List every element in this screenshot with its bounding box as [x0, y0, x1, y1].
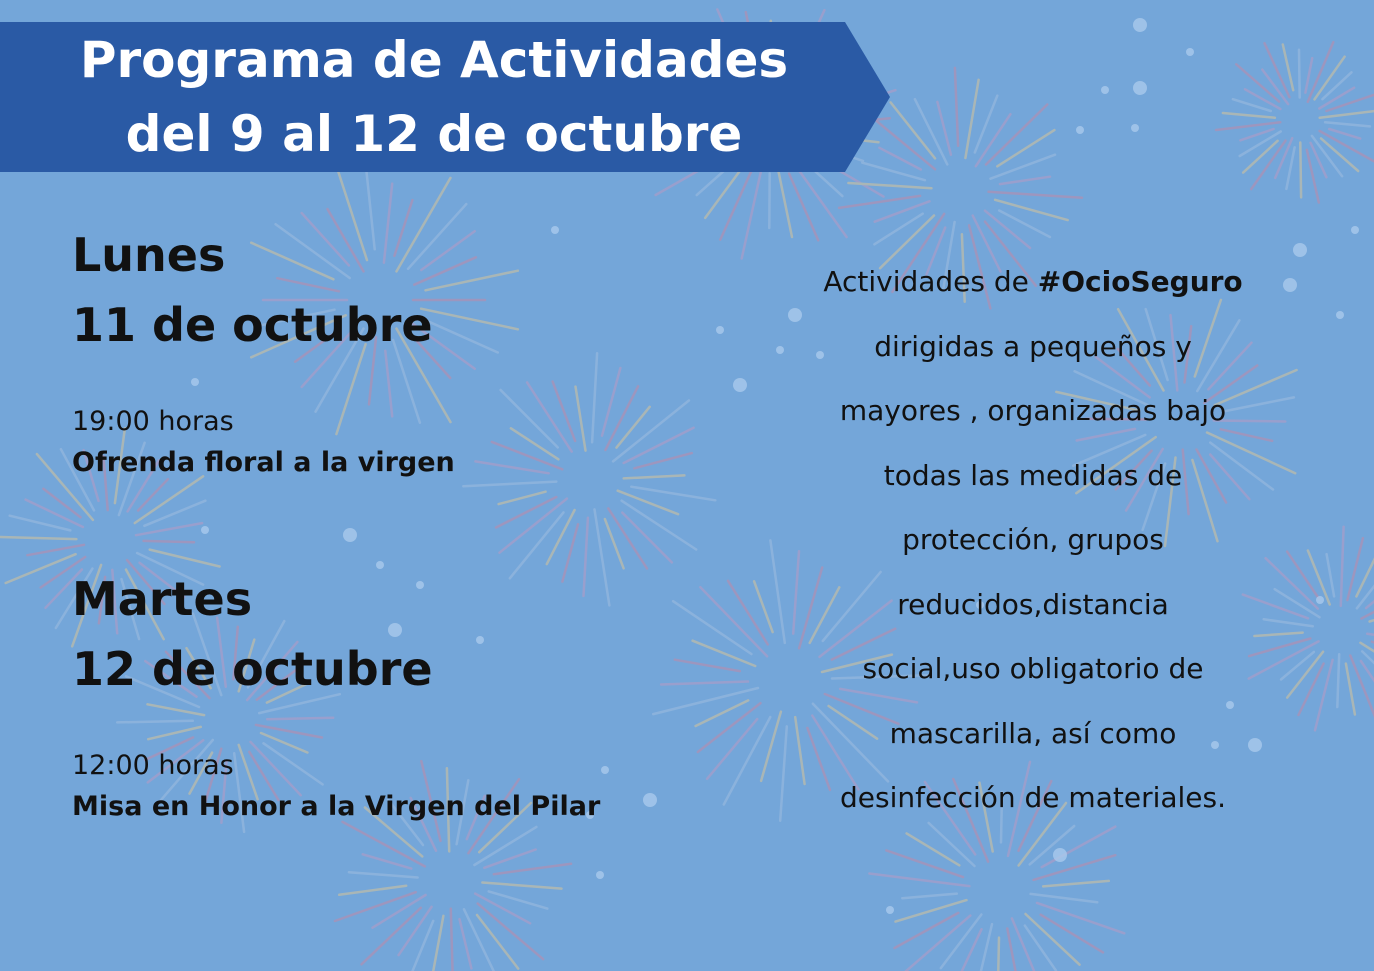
star-dot [776, 346, 784, 354]
firework-ray [1041, 915, 1103, 953]
event-monday [72, 401, 455, 483]
star-dot [201, 526, 209, 534]
event-tuesday [72, 745, 600, 827]
firework-ray [1012, 918, 1051, 971]
firework-ray [421, 309, 518, 330]
event-name: Ofrenda floral a la virgen [72, 447, 455, 478]
firework-ray [1264, 619, 1313, 626]
star-dot [1076, 126, 1084, 134]
firework-ray [592, 353, 597, 442]
star-dot [1131, 124, 1139, 132]
star-dot [343, 528, 357, 542]
star-dot [191, 378, 199, 386]
firework-ray [499, 492, 546, 504]
firework-ray [770, 540, 784, 643]
firework-ray [1329, 129, 1360, 139]
firework-ray [975, 96, 998, 153]
firework-ray [482, 883, 561, 889]
firework-ray [761, 712, 781, 781]
weekday-label: Lunes [72, 228, 226, 282]
firework-ray [1315, 660, 1333, 730]
firework-ray [1223, 113, 1275, 118]
event-name: Misa en Honor a la Virgen del Pilar [72, 791, 601, 822]
firework-ray [705, 168, 742, 218]
star-dot [1316, 596, 1324, 604]
firework-ray [997, 130, 1054, 166]
firework-ray [1322, 72, 1351, 99]
firework-ray [6, 554, 76, 583]
firework-ray [411, 921, 433, 971]
date-label: 12 de octubre [72, 642, 433, 696]
star-dot [1133, 81, 1147, 95]
firework-ray [896, 900, 967, 922]
star-dot [716, 326, 724, 334]
firework-ray [624, 475, 685, 478]
star-dot [1053, 848, 1067, 862]
firework-ray [675, 660, 740, 671]
firework-ray [700, 587, 767, 656]
firework-ray [1305, 58, 1312, 92]
description-line: dirigidas a pequeños y [874, 329, 1192, 363]
firework-ray [991, 155, 1056, 179]
firework-ray [349, 872, 418, 877]
star-dot [476, 636, 484, 644]
firework-ray [138, 479, 168, 510]
firework-ray [1043, 881, 1109, 887]
firework-ray [1042, 827, 1116, 868]
firework-ray [631, 487, 715, 501]
firework-ray [562, 524, 578, 581]
star-dot [886, 906, 894, 914]
firework-ray [477, 915, 518, 969]
firework-ray [848, 183, 931, 188]
title-banner [0, 22, 890, 172]
firework-ray [693, 641, 756, 666]
firework-ray [955, 68, 958, 146]
star-dot [1336, 311, 1344, 319]
description-line: protección, grupos [902, 523, 1164, 556]
firework-ray [1300, 143, 1301, 198]
weekday-label: Martes [72, 572, 253, 626]
firework-ray [511, 428, 559, 459]
star-dot [643, 793, 657, 807]
firework-ray [1337, 654, 1339, 707]
firework-ray [634, 453, 691, 468]
firework-ray [1007, 929, 1022, 971]
star-dot [601, 766, 609, 774]
firework-ray [1243, 141, 1277, 173]
description-prefix: Actividades de [823, 265, 1038, 298]
firework-ray [613, 401, 689, 462]
firework-ray [789, 174, 818, 241]
firework-ray [999, 211, 1050, 238]
firework-ray [1320, 111, 1374, 118]
star-dot [551, 226, 559, 234]
firework-ray [0, 537, 76, 539]
firework-ray [463, 482, 556, 487]
firework-ray [1326, 93, 1374, 111]
day-heading-tuesday [72, 564, 433, 704]
firework-ray [339, 886, 406, 895]
firework-ray [754, 581, 773, 632]
firework-ray [1341, 527, 1344, 606]
activity-description [800, 250, 1266, 831]
firework-ray [144, 501, 205, 526]
firework-ray [780, 726, 787, 820]
description-line: social,uso obligatorio de [862, 652, 1204, 685]
firework-ray [1025, 926, 1056, 971]
day-heading-monday [72, 220, 433, 360]
firework-ray [1325, 122, 1370, 126]
firework-ray [622, 513, 672, 563]
firework-ray [451, 909, 454, 971]
firework-ray [661, 682, 748, 685]
firework-ray [995, 200, 1068, 220]
firework-ray [1346, 664, 1355, 715]
star-dot [1283, 278, 1297, 292]
event-time: 12:00 horas [72, 750, 234, 781]
firework-ray [494, 864, 571, 874]
firework-ray [707, 719, 757, 779]
star-dot [1351, 226, 1359, 234]
firework-ray [1031, 894, 1098, 902]
firework-ray [1287, 552, 1319, 599]
star-dot [1101, 86, 1109, 94]
firework-ray [944, 929, 982, 971]
firework-ray [1037, 903, 1124, 933]
firework-ray [1030, 826, 1075, 864]
description-line: desinfección de materiales. [839, 781, 1227, 814]
firework-ray [117, 721, 193, 723]
description-line: todas las medidas de [883, 458, 1183, 492]
star-dot [1293, 243, 1307, 257]
firework-ray [653, 688, 758, 714]
firework-ray [839, 196, 920, 208]
firework-ray [460, 919, 472, 968]
firework-ray [1347, 538, 1363, 600]
firework-ray [886, 850, 963, 877]
firework-ray [1034, 855, 1116, 880]
firework-ray [696, 700, 749, 726]
firework-ray [742, 160, 764, 258]
date-label: 11 de octubre [72, 298, 433, 352]
firework-ray [989, 192, 1083, 198]
title-line-2: del 9 al 12 de octubre [125, 105, 743, 163]
star-dot [596, 871, 604, 879]
firework-ray [998, 938, 999, 971]
description-line-1 [800, 250, 1266, 315]
star-dot [733, 378, 747, 392]
firework-ray [875, 201, 930, 221]
firework-ray [475, 461, 548, 473]
firework-ray [1286, 147, 1294, 189]
firework-ray [618, 491, 678, 515]
firework-ray [1299, 50, 1300, 98]
star-dot [1133, 18, 1147, 32]
firework-ray [902, 894, 957, 899]
event-time: 19:00 horas [72, 406, 234, 437]
description-line: mascarilla, así como [889, 716, 1177, 750]
firework-ray [1000, 177, 1050, 184]
firework-ray [793, 551, 799, 633]
firework-ray [584, 518, 588, 596]
star-dot [1186, 48, 1194, 56]
firework-ray [553, 382, 576, 441]
description-line: reducidos,distancia [897, 587, 1169, 621]
firework-ray [484, 850, 535, 868]
firework-ray [576, 387, 586, 451]
firework-ray [427, 321, 498, 353]
firework-ray [43, 489, 80, 518]
firework-ray [267, 718, 333, 719]
firework-ray [1327, 554, 1335, 596]
title-line-1: Programa de Actividades [79, 31, 789, 89]
firework-ray [1281, 652, 1314, 680]
description-line: mayores , organizadas bajo [839, 394, 1227, 427]
page-title [0, 22, 868, 172]
firework-ray [144, 541, 194, 542]
hashtag-ocio-seguro: #OcioSeguro [1037, 265, 1243, 298]
firework-ray [335, 892, 416, 921]
firework-ray [617, 407, 650, 448]
